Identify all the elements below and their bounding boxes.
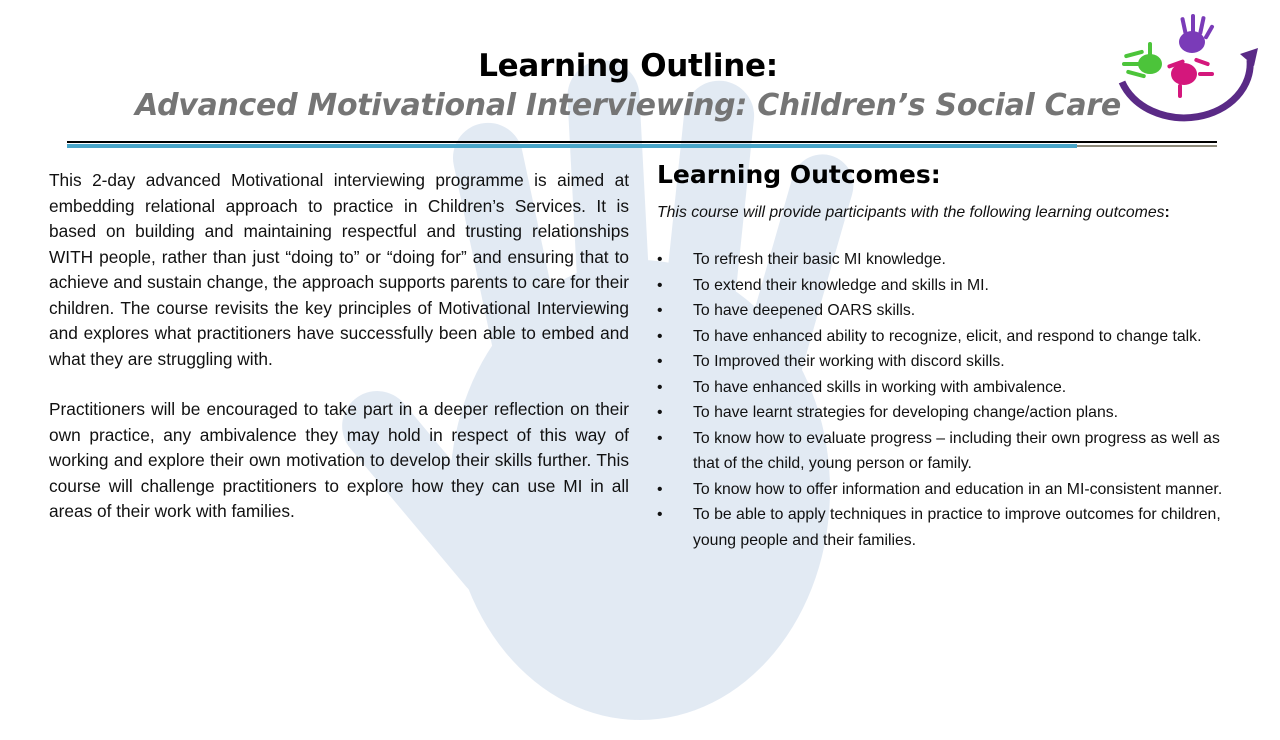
bullet-icon: • (657, 353, 663, 370)
bullet-icon: • (657, 276, 663, 294)
outcome-item (657, 426, 1237, 477)
dcc-interactive-logo (1112, 12, 1262, 132)
outcome-item (657, 324, 1237, 350)
course-description (49, 168, 629, 525)
outcome-text: To Improved their working with discord skills. (693, 353, 1005, 370)
bullet-icon: • (657, 378, 663, 396)
outcome-item (657, 375, 1237, 401)
outcome-text: To have enhanced skills in working with ambivalence. (693, 378, 1067, 396)
bullet-icon: • (657, 429, 663, 447)
header (0, 46, 1256, 126)
outcomes-intro (657, 202, 1237, 224)
outcome-text: To know how to evaluate progress – including their own progress as well as that of the child, young person or family. (693, 429, 1220, 472)
outcome-text: To be able to apply techniques in practice to improve outcomes for children, young people and their families. (693, 506, 1221, 549)
outcomes-intro-colon: : (1164, 204, 1170, 221)
bullet-icon: • (657, 480, 663, 498)
page-title: Learning Outline: (478, 48, 778, 84)
outcome-text: To have learnt strategies for developing change/action plans. (693, 404, 1119, 421)
description-paragraph-2: Practitioners will be encouraged to take part in a deeper reflection on their own practice, any ambivalence they may hold in respect of this way of working and explore their own motivation to develop their skills further. This course will challenge practitioners to explore how they can use MI in all areas of their work with families. (49, 399, 629, 521)
outcome-text: To extend their knowledge and skills in MI. (693, 276, 989, 294)
bullet-icon: • (657, 302, 663, 319)
outcomes-intro-text: This course will provide participants with the following learning outcomes (657, 204, 1165, 221)
outcome-item (657, 349, 1237, 375)
header-divider (67, 141, 1217, 149)
outcome-text: To refresh their basic MI knowledge. (693, 251, 946, 268)
bullet-icon: • (657, 327, 663, 345)
page-subtitle: Advanced Motivational Interviewing: Children’s Social Care (135, 88, 1121, 123)
outcome-text: To have enhanced ability to recognize, elicit, and respond to change talk. (693, 327, 1202, 345)
description-paragraph-1: This 2-day advanced Motivational interviewing programme is aimed at embedding relational approach to practice in Children’s Services. It is based on building and maintaining respectful and trusting relationships WITH people, rather than just “doing to” or “doing for” and ensuring that to achieve and sustain change, the approach supports parents to care for their children. The course revisits the key principles of Motivational Interviewing and explores what practitioners have successfully been able to embed and what they are struggling with. (49, 170, 629, 369)
bullet-icon: • (657, 404, 663, 421)
outcome-text: To have deepened OARS skills. (693, 302, 916, 319)
svg-text:DCC Interactive: DCC Interactive (1176, 72, 1246, 114)
outcome-item (657, 298, 1237, 324)
outcome-text: To know how to offer information and education in an MI-consistent manner. (693, 480, 1223, 498)
outcomes-list (657, 247, 1237, 553)
outcome-item (657, 477, 1237, 503)
learning-outcomes-section (657, 156, 1237, 553)
outcome-item (657, 247, 1237, 273)
outcome-item (657, 502, 1237, 553)
outcomes-heading: Learning Outcomes: (657, 160, 941, 189)
bullet-icon: • (657, 251, 663, 268)
outcome-item (657, 400, 1237, 426)
bullet-icon: • (657, 506, 663, 523)
outcome-item (657, 273, 1237, 299)
